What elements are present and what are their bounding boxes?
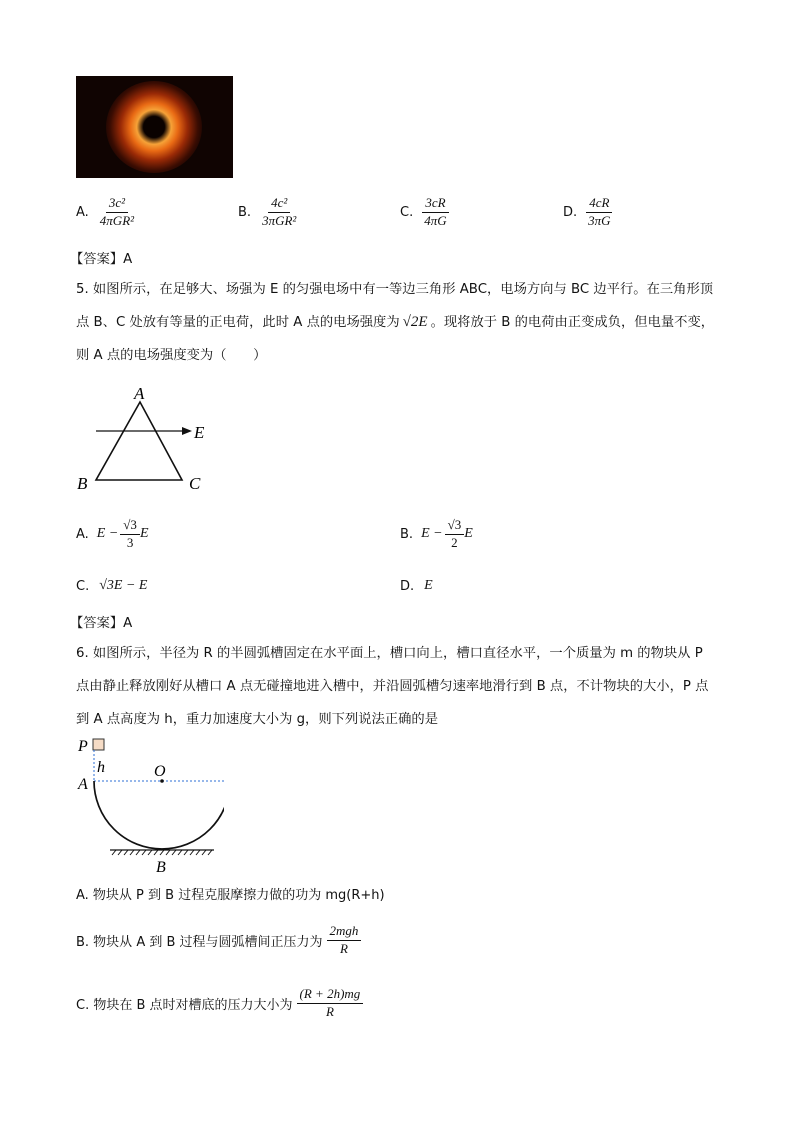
q5-line-3: 则 A 点的电场强度变为（ ） bbox=[76, 348, 267, 363]
fraction-denominator: 3 bbox=[126, 534, 134, 550]
q5-question bbox=[76, 273, 736, 372]
q6-question bbox=[76, 637, 736, 736]
fraction-denominator: 4πG bbox=[424, 212, 447, 228]
fraction-numerator: (R + 2h)mg bbox=[297, 987, 364, 1004]
label-e: E bbox=[194, 423, 205, 442]
q6-line-2: 点由静止释放刚好从槽口 A 点无碰撞地进入槽中，并沿圆弧槽匀速率地滑行到 B 点，不计物块的大小，P 点 bbox=[76, 679, 709, 694]
triangle-abc bbox=[96, 402, 182, 480]
option-label: D. bbox=[563, 204, 578, 220]
ground-hatch bbox=[112, 850, 212, 855]
q4-option-a[interactable] bbox=[76, 192, 137, 232]
block-p bbox=[93, 739, 104, 750]
label-h: h bbox=[97, 759, 105, 776]
sqrt-2e: √2E bbox=[402, 314, 428, 330]
label-a: A bbox=[134, 384, 145, 403]
q5-line-1: 5. 如图所示，在足够大、场强为 E 的匀强电场中有一等边三角形 ABC，电场方向与 BC 边平行。在三角形顶 bbox=[76, 282, 714, 297]
label-b: B bbox=[156, 859, 166, 876]
q6-option-a[interactable]: A. 物块从 P 到 B 过程克服摩擦力做的功为 mg(R+h) bbox=[76, 888, 385, 903]
option-label: B. bbox=[238, 204, 252, 220]
black-hole-image bbox=[76, 76, 233, 178]
fraction-numerator: 2mgh bbox=[327, 924, 362, 941]
q4-option-c[interactable] bbox=[400, 192, 450, 232]
fraction-denominator: 4πGR² bbox=[99, 212, 135, 228]
label-b: B bbox=[77, 474, 88, 493]
fraction-denominator: R bbox=[340, 940, 348, 956]
fraction-denominator: R bbox=[325, 1003, 334, 1019]
q5-option-a[interactable]: A. E − $\frac{√3}{3}$ E bbox=[76, 516, 149, 550]
q6-line-3: 到 A 点高度为 h，重力加速度大小为 g，则下列说法正确的是 bbox=[76, 712, 438, 727]
label-a: A bbox=[78, 776, 88, 793]
fraction-numerator: √3 bbox=[445, 518, 465, 535]
label-o: O bbox=[154, 763, 166, 780]
fraction-denominator: 2 bbox=[451, 534, 458, 550]
q5-option-c[interactable]: C. √3E − E bbox=[76, 578, 148, 594]
q5-line-2: 点 B、C 处放有等量的正电荷，此时 A 点的电场强度为 √2E 。现将放于 B 的电荷由正变成负，但电量不变， bbox=[76, 314, 715, 330]
q5-answer: 【答案】A bbox=[70, 616, 133, 631]
fraction-numerator: 3cR bbox=[422, 196, 448, 213]
fraction-numerator: √3 bbox=[120, 518, 140, 535]
option-label: C. bbox=[400, 204, 414, 220]
fraction-numerator: 4cR bbox=[586, 196, 612, 213]
fraction-denominator: 3πGR² bbox=[262, 212, 297, 228]
semicircle-arc bbox=[94, 781, 224, 849]
fraction-numerator: 4c² bbox=[268, 196, 290, 213]
option-label: A. bbox=[76, 204, 89, 220]
q4-option-d[interactable] bbox=[563, 192, 614, 232]
q5-option-d[interactable]: D. E bbox=[400, 578, 433, 594]
semicircle-figure bbox=[74, 734, 224, 876]
q6-option-b[interactable]: B. 物块从 A 到 B 过程与圆弧槽间正压力为 $\frac{\text{2mgh}}{R}$ bbox=[76, 918, 361, 962]
fraction-numerator: 3c² bbox=[106, 196, 128, 213]
q6-option-c[interactable]: C. 物块在 B 点时对槽底的压力大小为 $\frac{(R + 2h)mg}{R}$ bbox=[76, 980, 363, 1026]
q5-option-b[interactable]: B. E − $\frac{√3}{2}$ E bbox=[400, 516, 473, 550]
q4-option-b[interactable] bbox=[238, 192, 299, 232]
fraction-denominator: 3πG bbox=[588, 212, 611, 228]
field-arrow-icon bbox=[182, 427, 192, 435]
q4-answer: 【答案】A bbox=[70, 252, 133, 267]
q6-line-1: 6. 如图所示，半径为 R 的半圆弧槽固定在水平面上，槽口向上，槽口直径水平，一个质量为 m 的物块从 P bbox=[76, 646, 703, 661]
label-p: P bbox=[78, 738, 88, 755]
label-c: C bbox=[189, 474, 201, 493]
triangle-figure bbox=[74, 382, 224, 498]
